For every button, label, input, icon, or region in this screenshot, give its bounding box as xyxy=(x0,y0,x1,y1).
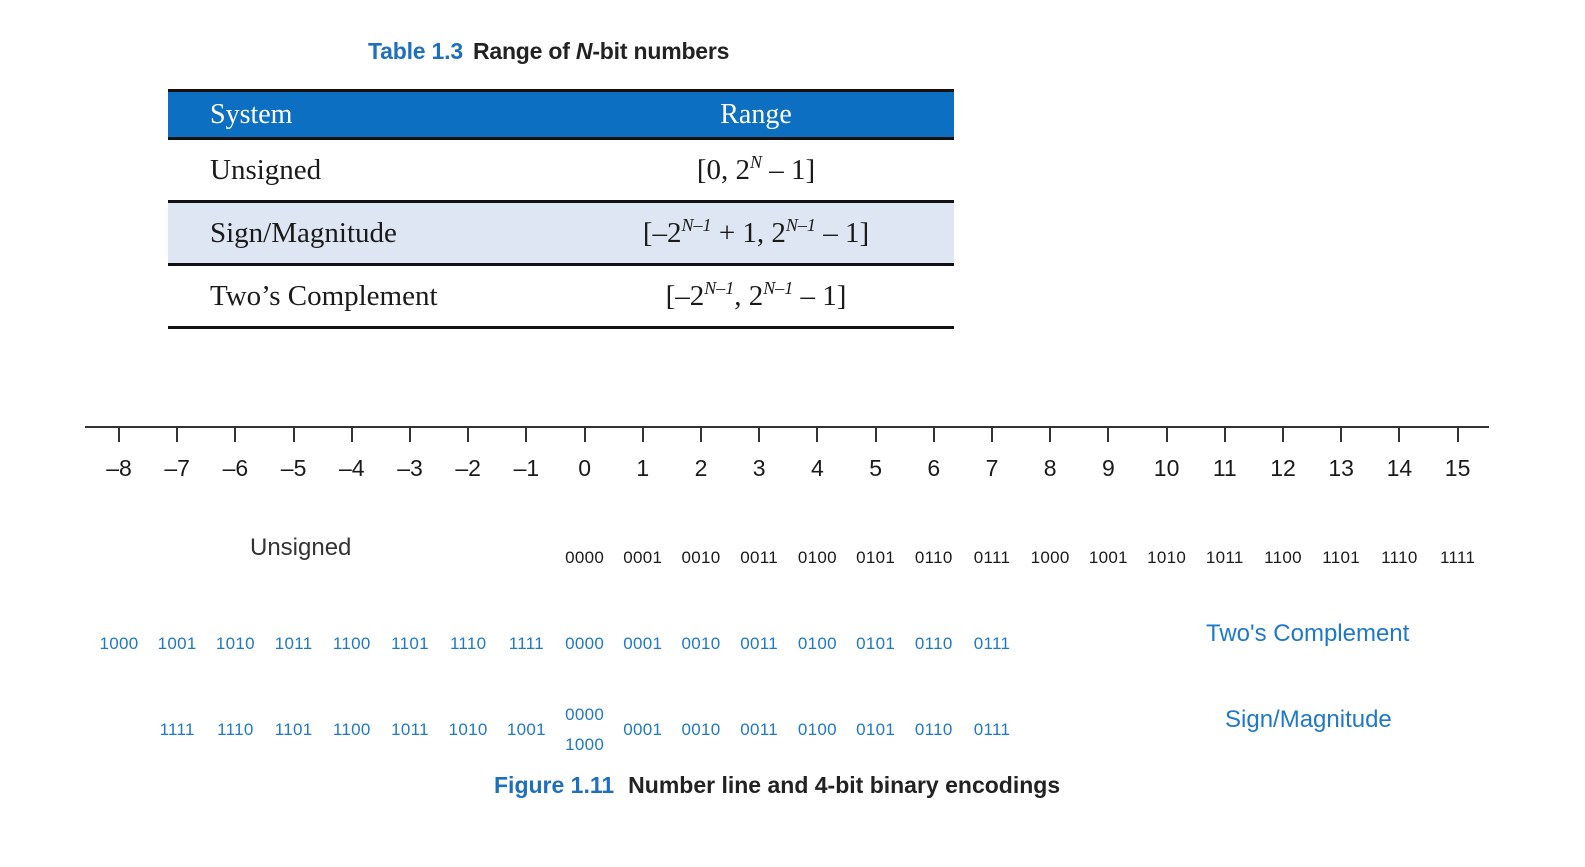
sign-magnitude-code: 0101 xyxy=(856,720,896,739)
number-line-label: –8 xyxy=(106,455,132,481)
number-line-tick xyxy=(991,428,993,442)
figure-caption-label: Figure 1.11 xyxy=(494,772,615,798)
number-line-label: –7 xyxy=(164,455,190,481)
number-line-label: 7 xyxy=(985,455,999,481)
header-range: Range xyxy=(720,98,792,130)
twos-complement-code: 0001 xyxy=(623,634,663,653)
number-line-label: 5 xyxy=(869,455,882,481)
number-line-tick xyxy=(176,428,178,442)
cell-system: Unsigned xyxy=(210,153,322,186)
twos-complement-code: 0011 xyxy=(740,634,779,653)
sign-magnitude-code: 0010 xyxy=(681,720,721,739)
number-line-tick xyxy=(642,428,644,442)
sign-magnitude-code: 1011 xyxy=(391,720,429,739)
twos-complement-code: 0010 xyxy=(681,634,721,653)
range-table xyxy=(168,89,954,329)
number-line-label: 12 xyxy=(1270,455,1296,481)
number-line-tick xyxy=(700,428,702,442)
header-system: System xyxy=(210,98,293,130)
twos-complement-code: 1000 xyxy=(99,634,139,653)
sign-magnitude-code-negative-zero: 1000 xyxy=(565,735,605,754)
unsigned-code: 1001 xyxy=(1088,548,1128,567)
number-line-tick xyxy=(409,428,411,442)
number-line-tick xyxy=(1107,428,1109,442)
unsigned-code: 0101 xyxy=(856,548,896,567)
number-line-tick xyxy=(1340,428,1342,442)
number-line-label: 0 xyxy=(578,455,591,481)
twos-complement-code: 0111 xyxy=(973,634,1011,653)
number-line-label: 13 xyxy=(1328,455,1354,481)
number-line-tick xyxy=(816,428,818,442)
table-row-twos-complement xyxy=(168,263,954,326)
unsigned-code: 0010 xyxy=(681,548,721,567)
number-line-tick xyxy=(584,428,586,442)
number-line-tick xyxy=(293,428,295,442)
number-line-tick xyxy=(525,428,527,442)
twos-complement-code: 0100 xyxy=(797,634,837,653)
sign-magnitude-code: 1010 xyxy=(448,720,488,739)
number-line-label: 11 xyxy=(1212,455,1237,481)
table-header-row xyxy=(168,92,954,137)
sign-magnitude-code: 1100 xyxy=(332,720,371,739)
table-row-sign-magnitude xyxy=(168,200,954,263)
number-line-label: –2 xyxy=(455,455,481,481)
number-line-tick xyxy=(933,428,935,442)
number-line-tick xyxy=(1282,428,1284,442)
number-line-label: 14 xyxy=(1386,455,1413,481)
number-line-tick xyxy=(1049,428,1051,442)
sign-magnitude-code: 0001 xyxy=(623,720,663,739)
table-caption xyxy=(368,38,729,65)
unsigned-code: 0011 xyxy=(740,548,779,567)
number-line-tick xyxy=(1166,428,1168,442)
number-line-label: 9 xyxy=(1101,455,1115,481)
sign-magnitude-code: 1110 xyxy=(217,720,254,739)
number-line-tick xyxy=(758,428,760,442)
twos-complement-row-label: Two's Complement xyxy=(1206,620,1410,647)
number-line-label: 3 xyxy=(752,455,766,481)
table-caption-label: Table 1.3 xyxy=(368,38,463,64)
unsigned-code: 0100 xyxy=(797,548,837,567)
number-line-tick xyxy=(351,428,353,442)
number-line-tick xyxy=(1457,428,1459,442)
cell-range: [$-2^{N-1}$, $2^{N-1} - 1$] xyxy=(665,277,847,312)
twos-complement-code: 1010 xyxy=(215,634,255,653)
twos-complement-code: 1110 xyxy=(449,634,487,653)
unsigned-row-label: Unsigned xyxy=(250,534,352,561)
number-line-label: 15 xyxy=(1444,455,1471,481)
number-line-label: –4 xyxy=(339,455,365,481)
unsigned-code: 0000 xyxy=(565,548,605,567)
figure-caption-text: Number line and 4-bit binary encodings xyxy=(628,772,1061,798)
sign-magnitude-code: 1111 xyxy=(159,720,195,739)
figure-caption xyxy=(494,772,1060,799)
twos-complement-code: 0000 xyxy=(565,634,605,653)
number-line-label: –5 xyxy=(280,455,307,481)
twos-complement-code: 1101 xyxy=(391,634,429,653)
sign-magnitude-code: 0111 xyxy=(973,720,1011,739)
cell-range: [0, $2^N - 1$] xyxy=(696,151,816,186)
number-line-tick xyxy=(467,428,469,442)
sign-magnitude-row-label: Sign/Magnitude xyxy=(1225,706,1392,733)
number-line-label: –6 xyxy=(222,455,249,481)
cell-system: Two’s Complement xyxy=(210,279,438,312)
number-line-label: 8 xyxy=(1043,455,1057,481)
twos-complement-code: 1001 xyxy=(157,634,197,653)
unsigned-code: 1000 xyxy=(1030,548,1070,567)
unsigned-code: 1101 xyxy=(1322,548,1361,567)
number-line-tick xyxy=(1224,428,1226,442)
twos-complement-code: 0101 xyxy=(856,634,896,653)
sign-magnitude-code: 1001 xyxy=(506,720,546,739)
number-line-tick xyxy=(118,428,120,442)
number-line-label: –1 xyxy=(513,455,540,481)
twos-complement-code: 1100 xyxy=(332,634,371,653)
number-line-tick xyxy=(234,428,236,442)
twos-complement-code: 1011 xyxy=(274,634,313,653)
unsigned-code: 1010 xyxy=(1147,548,1187,567)
twos-complement-code: 1111 xyxy=(508,634,544,653)
unsigned-code: 0110 xyxy=(914,548,953,567)
sign-magnitude-code: 0000 xyxy=(565,705,605,724)
unsigned-code: 1110 xyxy=(1381,548,1418,567)
number-line-label: 1 xyxy=(636,455,650,481)
number-line-tick xyxy=(875,428,877,442)
unsigned-code: 0111 xyxy=(973,548,1011,567)
sign-magnitude-code: 0110 xyxy=(914,720,953,739)
number-line-label: 10 xyxy=(1153,455,1180,481)
number-line-axis xyxy=(85,426,1489,428)
sign-magnitude-code: 0100 xyxy=(797,720,837,739)
unsigned-code: 1111 xyxy=(1439,548,1476,567)
number-line-tick xyxy=(1398,428,1400,442)
cell-system: Sign/Magnitude xyxy=(210,216,397,249)
number-line-label: –3 xyxy=(397,455,423,481)
unsigned-code: 1100 xyxy=(1264,548,1302,567)
unsigned-code: 0001 xyxy=(623,548,663,567)
table-row-unsigned xyxy=(168,137,954,200)
sign-magnitude-code: 1101 xyxy=(274,720,313,739)
table-caption-text: Range of N-bit numbers xyxy=(472,38,730,64)
unsigned-code: 1011 xyxy=(1205,548,1244,567)
twos-complement-code: 0110 xyxy=(914,634,953,653)
number-line-label: 2 xyxy=(694,455,708,481)
sign-magnitude-code: 0011 xyxy=(740,720,779,739)
number-line-label: 4 xyxy=(810,455,824,481)
number-line-label: 6 xyxy=(927,455,941,481)
cell-range: [$-2^{N-1} + 1$, $2^{N-1} - 1$] xyxy=(642,214,870,249)
